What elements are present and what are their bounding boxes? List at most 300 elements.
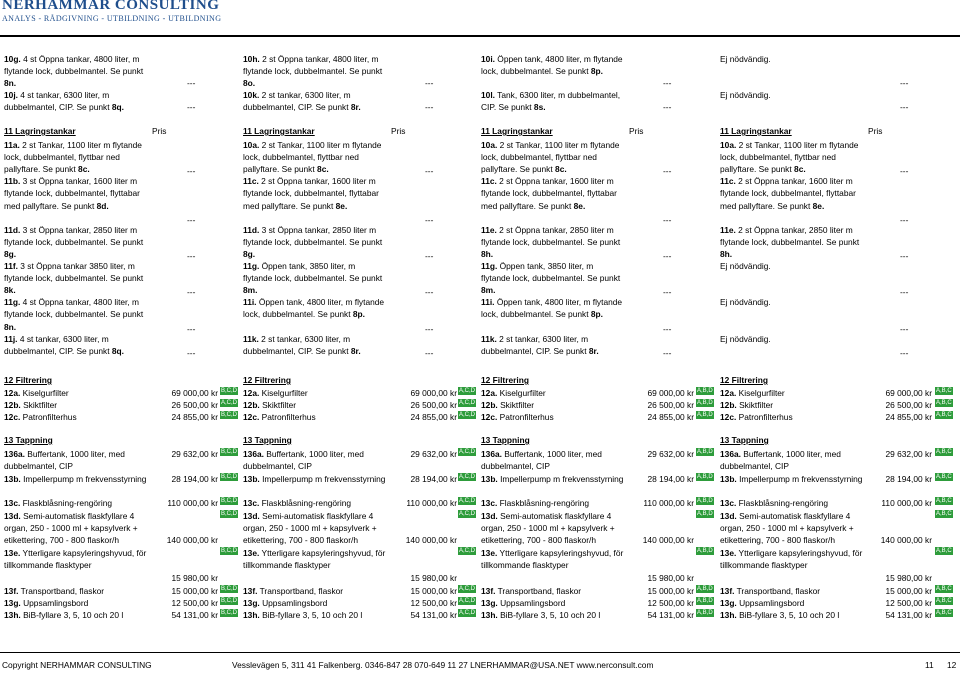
- tapping-line: 13g. Uppsamlingsbord: [4, 598, 89, 608]
- storage-line: dubbelmantel, CIP. Se punkt 8q.: [4, 345, 124, 356]
- item-code: 11d.: [243, 224, 260, 235]
- storage-line: 11a. 2 st Tankar, 1100 liter m flytande: [4, 140, 142, 150]
- tapping-line: 13d. Semi-automatisk flaskfyllare 4: [243, 511, 374, 521]
- item-code: 11e.: [720, 224, 736, 235]
- option-badge: A,C,D: [459, 598, 476, 604]
- item-code: 12a.: [481, 388, 498, 398]
- item-code: 11k.: [243, 333, 259, 344]
- option-badge: A,B,D: [697, 400, 713, 407]
- storage-line: [4, 248, 16, 260]
- price-value: 29 632,00 kr: [410, 449, 457, 459]
- tapping-line: organ, 250 - 1000 ml + kapsylverk +: [243, 523, 377, 533]
- dash-placeholder: ---: [187, 347, 196, 358]
- item-code: 11j.: [4, 333, 18, 344]
- section-heading-storage: 11 Lagringstankar: [243, 126, 315, 136]
- option-badge: B,C,D: [221, 598, 238, 604]
- price-value: 24 855,00 kr: [171, 412, 218, 423]
- tapping-line: 13f. Transportband, flaskor: [720, 586, 821, 596]
- tapping-line: 13c. Flaskblåsning-rengöring: [243, 498, 352, 508]
- item-code: 10a.: [720, 140, 737, 150]
- dash-placeholder: ---: [900, 323, 909, 334]
- storage-line: 11k. 2 st tankar, 6300 liter, m: [481, 333, 589, 344]
- filter-line: 12a. Kiselgurfilter: [481, 388, 546, 398]
- tapping-line: etikettering, 700 - 800 flaskor/h: [243, 535, 358, 545]
- dash-placeholder: ---: [425, 102, 434, 113]
- storage-line: flytande lock, dubbelmantel, flyttabar: [481, 188, 617, 199]
- ref-code: 8p.: [590, 309, 603, 320]
- price-value: 54 131,00 kr: [171, 610, 218, 620]
- tapping-line: 13g. Uppsamlingsbord: [481, 598, 566, 608]
- storage-line: med pallyftare. Se punkt 8e.: [481, 200, 586, 211]
- tapping-line: 13b. Impellerpump m frekvensstyrning: [720, 474, 863, 484]
- price-value: 15 000,00 kr: [171, 586, 218, 596]
- price-value: 15 000,00 kr: [885, 586, 932, 596]
- tapping-line: dubbelmantel, CIP: [4, 461, 73, 471]
- ref-code: 8c.: [78, 164, 90, 175]
- item-code: 11e.: [481, 224, 497, 235]
- section-heading-filtration: 12 Filtrering: [243, 375, 291, 385]
- item-code: 11i.: [481, 297, 495, 308]
- storage-line: 11b. 3 st Öppna tankar, 1600 liter m: [4, 176, 138, 187]
- option-badge: B,C,D: [221, 388, 238, 394]
- dash-placeholder: ---: [187, 323, 196, 334]
- tank-line: dubbelmantel, CIP. Se punkt 8q.: [4, 102, 124, 113]
- item-code: 13c.: [243, 498, 260, 508]
- section-heading-filtration: 12 Filtrering: [481, 375, 529, 385]
- item-code: 10g.: [4, 54, 21, 64]
- item-code: 11g.: [481, 261, 498, 271]
- item-code: 12c.: [243, 412, 260, 423]
- item-code: 12b.: [720, 400, 737, 411]
- item-code: 11c.: [243, 176, 259, 187]
- item-code: 10j.: [4, 90, 18, 101]
- storage-line: 11i. Öppen tank, 4800 liter, m flytande: [243, 297, 385, 308]
- tapping-line: tillkommande flasktyper: [4, 560, 92, 570]
- section-heading-tapping: 13 Tappning: [243, 435, 292, 445]
- tapping-line: 13h. BiB-fyllare 3, 5, 10 och 20 l: [243, 610, 363, 620]
- dash-placeholder: ---: [900, 166, 909, 177]
- storage-line: dubbelmantel, CIP. Se punkt 8r.: [243, 345, 361, 356]
- option-badge: A,B,C: [936, 449, 952, 455]
- item-code: 11g.: [243, 261, 260, 271]
- item-code: 13c.: [720, 498, 737, 508]
- footer-page-left: 11: [925, 660, 934, 670]
- tank-line: flytande lock, dubbelmantel. Se punkt: [4, 66, 144, 77]
- storage-line: Ej nödvändig.: [720, 333, 771, 344]
- ref-code: 8c.: [555, 164, 567, 175]
- tapping-line: dubbelmantel, CIP: [243, 461, 312, 471]
- item-code: 8g.: [243, 248, 256, 259]
- tapping-line: 13f. Transportband, flaskor: [243, 586, 344, 596]
- item-code: 12a.: [4, 388, 21, 398]
- tapping-line: 136a. Buffertank, 1000 liter, med: [4, 449, 125, 459]
- option-badge: A,B,D: [697, 548, 713, 554]
- option-badge: A,B,C: [936, 610, 952, 616]
- option-badge: A,B,C: [936, 598, 952, 604]
- option-badge: B,C,D: [221, 449, 238, 455]
- price-value: 110 000,00 kr: [881, 498, 932, 508]
- dash-placeholder: ---: [187, 214, 196, 225]
- option-badge: A,C,D: [459, 586, 476, 592]
- storage-line: 11f. 3 st Öppna tankar 3850 liter, m: [4, 261, 135, 271]
- tapping-line: 13f. Transportband, flaskor: [481, 586, 582, 596]
- dash-placeholder: ---: [663, 166, 672, 177]
- option-badge: A,C,D: [459, 498, 476, 504]
- option-badge: A,B,D: [697, 586, 713, 592]
- price-value: 110 000,00 kr: [406, 498, 457, 508]
- storage-line: 11d. 3 st Öppna tankar, 2850 liter m: [243, 224, 377, 235]
- storage-line: [481, 284, 495, 296]
- storage-line: lock, dubbelmantel. Se punkt 8p.: [481, 309, 603, 320]
- price-value: 15 980,00 kr: [410, 573, 457, 583]
- filter-line: 12b. Skiktfilter: [4, 400, 58, 411]
- option-badge: A,B,C: [936, 474, 952, 480]
- section-heading-storage: 11 Lagringstankar: [4, 126, 76, 136]
- tapping-line: tillkommande flasktyper: [481, 560, 569, 570]
- filter-line: 12c. Patronfilterhus: [4, 412, 77, 423]
- storage-line: dubbelmantel, CIP. Se punkt 8r.: [481, 345, 599, 356]
- dash-placeholder: ---: [425, 287, 434, 298]
- price-value: 28 194,00 kr: [410, 474, 457, 484]
- ref-code: 8r.: [350, 102, 361, 113]
- tank-line: [4, 77, 16, 89]
- item-code: 11c.: [481, 176, 497, 187]
- tapping-line: 13d. Semi-automatisk flaskfyllare 4: [720, 511, 851, 521]
- ref-code: 8e.: [812, 200, 825, 211]
- section-heading-filtration: 12 Filtrering: [720, 375, 768, 385]
- item-code: 136a.: [720, 449, 741, 459]
- item-code: 13g.: [4, 598, 21, 608]
- tapping-line: 13e. Ytterligare kapsyleringshyvud, för: [243, 548, 386, 558]
- item-code: 13g.: [481, 598, 498, 608]
- dash-placeholder: ---: [425, 78, 434, 89]
- option-badge: A,B,D: [697, 449, 713, 455]
- filter-line: 12c. Patronfilterhus: [720, 412, 793, 423]
- option-badge: A,C,D: [459, 474, 476, 480]
- storage-line: [720, 248, 732, 260]
- item-code: 136a.: [481, 449, 502, 459]
- footer-copyright: Copyright NERHAMMAR CONSULTING: [2, 660, 152, 670]
- option-badge: A,C,D: [459, 610, 476, 616]
- price-value: 69 000,00 kr: [647, 388, 694, 398]
- filter-line: 12a. Kiselgurfilter: [720, 388, 785, 398]
- storage-line: [243, 284, 257, 296]
- price-value: 54 131,00 kr: [885, 610, 932, 620]
- storage-line: 11e. 2 st Öppna tankar, 2850 liter m: [481, 224, 614, 235]
- company-logo: NERHAMMAR CONSULTING: [2, 0, 220, 13]
- option-badge: A,B,D: [697, 598, 713, 604]
- dash-placeholder: ---: [663, 250, 672, 261]
- dash-placeholder: ---: [187, 166, 196, 177]
- option-badge: A,B,D: [697, 474, 713, 480]
- price-value: 29 632,00 kr: [885, 449, 932, 459]
- price-value: 15 000,00 kr: [647, 586, 694, 596]
- dash-placeholder: ---: [663, 287, 672, 298]
- item-code: 10h.: [243, 54, 260, 64]
- dash-placeholder: ---: [900, 250, 909, 261]
- dash-placeholder: ---: [425, 166, 434, 177]
- storage-line: lock, dubbelmantel. Se punkt 8p.: [243, 309, 365, 320]
- tapping-line: etikettering, 700 - 800 flaskor/h: [720, 535, 835, 545]
- option-badge: B,C,D: [221, 610, 238, 616]
- item-code: 8n.: [4, 78, 17, 89]
- item-code: 13b.: [720, 474, 737, 484]
- dash-placeholder: ---: [663, 78, 672, 89]
- item-code: 10k.: [243, 90, 260, 101]
- storage-line: lock, dubbelmantel, flyttbar ned: [481, 152, 597, 163]
- item-code: 8m.: [243, 285, 258, 296]
- tank-line: 10j. 4 st tankar, 6300 liter, m: [4, 90, 110, 101]
- storage-line: 10a. 2 st Tankar, 1100 liter m flytande: [720, 140, 859, 150]
- option-badge: A,B,C: [936, 412, 952, 419]
- header-rule: [0, 35, 960, 37]
- ref-code: 8r.: [350, 345, 361, 356]
- tapping-line: organ, 250 - 1000 ml + kapsylverk +: [481, 523, 615, 533]
- item-code: 11g.: [4, 297, 21, 308]
- price-value: 12 500,00 kr: [410, 598, 457, 608]
- section-heading-filtration: 12 Filtrering: [4, 375, 52, 385]
- item-code: 13h.: [481, 610, 498, 620]
- item-code: 11a.: [4, 140, 20, 150]
- price-value: 15 980,00 kr: [885, 573, 932, 583]
- tapping-line: etikettering, 700 - 800 flaskor/h: [481, 535, 596, 545]
- item-code: 13b.: [481, 474, 498, 484]
- tapping-line: 13d. Semi-automatisk flaskfyllare 4: [4, 511, 135, 521]
- price-value: 26 500,00 kr: [171, 400, 218, 411]
- tank-line: [243, 77, 255, 89]
- option-badge: A,C,D: [459, 400, 476, 407]
- tapping-line: organ, 250 - 1000 ml + kapsylverk +: [720, 523, 854, 533]
- tapping-line: dubbelmantel, CIP: [481, 461, 550, 471]
- storage-line: pallyftare. Se punkt 8c.: [481, 164, 567, 175]
- item-code: 13f.: [4, 586, 19, 596]
- storage-line: Ej nödvändig.: [720, 297, 771, 308]
- item-code: 13g.: [720, 598, 737, 608]
- storage-line: flytande lock, dubbelmantel. Se punkt: [4, 273, 144, 284]
- ref-code: 8s.: [533, 102, 546, 113]
- option-badge: A,C,D: [459, 388, 476, 394]
- option-badge: A,B,C: [936, 400, 952, 407]
- item-code: 13f.: [243, 586, 258, 596]
- dash-placeholder: ---: [663, 214, 672, 225]
- dash-placeholder: ---: [187, 78, 196, 89]
- tapping-line: 13h. BiB-fyllare 3, 5, 10 och 20 l: [720, 610, 840, 620]
- ref-code: 8p.: [352, 309, 365, 320]
- tapping-line: 13g. Uppsamlingsbord: [243, 598, 328, 608]
- item-code: 10a.: [481, 140, 498, 150]
- price-value: 69 000,00 kr: [885, 388, 932, 398]
- item-code: 13d.: [243, 511, 260, 521]
- price-header: Pris: [391, 126, 406, 136]
- option-badge: A,B,D: [697, 498, 713, 504]
- tank-line: Ej nödvändig.: [720, 54, 771, 64]
- section-heading-storage: 11 Lagringstankar: [720, 126, 792, 136]
- price-value: 29 632,00 kr: [171, 449, 218, 459]
- storage-line: [4, 284, 16, 296]
- storage-line: 11e. 2 st Öppna tankar, 2850 liter m: [720, 224, 853, 235]
- tapping-line: 13b. Impellerpump m frekvensstyrning: [481, 474, 624, 484]
- item-code: 10a.: [243, 140, 260, 150]
- tapping-line: 13g. Uppsamlingsbord: [720, 598, 805, 608]
- storage-line: 11c. 2 st Öppna tankar, 1600 liter m: [481, 176, 614, 187]
- item-code: 11d.: [4, 224, 21, 235]
- item-code: 13b.: [4, 474, 21, 484]
- tapping-line: tillkommande flasktyper: [243, 560, 331, 570]
- storage-line: flytande lock, dubbelmantel. Se punkt: [720, 236, 860, 247]
- item-code: 13f.: [720, 586, 735, 596]
- item-code: 13h.: [4, 610, 21, 620]
- price-value: 15 000,00 kr: [410, 586, 457, 596]
- tapping-line: 13c. Flaskblåsning-rengöring: [4, 498, 113, 508]
- storage-line: 11d. 3 st Öppna tankar, 2850 liter m: [4, 224, 138, 235]
- section-heading-tapping: 13 Tappning: [720, 435, 769, 445]
- item-code: 8g.: [4, 248, 17, 259]
- dash-placeholder: ---: [900, 214, 909, 225]
- price-header: Pris: [629, 126, 644, 136]
- dash-placeholder: ---: [425, 347, 434, 358]
- option-badge: A,C,D: [221, 400, 238, 407]
- tapping-line: etikettering, 700 - 800 flaskor/h: [4, 535, 119, 545]
- item-code: 12b.: [243, 400, 260, 411]
- storage-line: 11c. 2 st Öppna tankar, 1600 liter m: [243, 176, 376, 187]
- item-code: 11f.: [4, 261, 18, 271]
- storage-line: [4, 321, 16, 333]
- item-code: 8o.: [243, 78, 256, 89]
- storage-line: flytande lock, dubbelmantel, flyttabar: [243, 188, 379, 199]
- tank-line: lock, dubbelmantel. Se punkt 8p.: [481, 66, 603, 77]
- tapping-line: 136a. Buffertank, 1000 liter, med: [720, 449, 841, 459]
- item-code: 13e.: [4, 548, 21, 558]
- storage-line: pallyftare. Se punkt 8c.: [4, 164, 90, 175]
- item-code: 12c.: [481, 412, 498, 423]
- price-value: 12 500,00 kr: [885, 598, 932, 608]
- footer-page-right: 12: [947, 660, 957, 670]
- ref-code: 8e.: [573, 200, 586, 211]
- item-code: 8h.: [720, 248, 733, 259]
- option-badge: A,B,C: [936, 498, 952, 504]
- item-code: 13e.: [720, 548, 737, 558]
- dash-placeholder: ---: [425, 214, 434, 225]
- price-value: 15 980,00 kr: [647, 573, 694, 583]
- tank-line: 10l. Tank, 6300 liter, m dubbelmantel,: [481, 90, 621, 101]
- price-value: 12 500,00 kr: [647, 598, 694, 608]
- storage-line: med pallyftare. Se punkt 8e.: [720, 200, 825, 211]
- option-badge: B,C,D: [221, 511, 238, 517]
- item-code: 13d.: [4, 511, 21, 521]
- tank-line: 10g. 4 st Öppna tankar, 4800 liter, m: [4, 54, 140, 64]
- price-value: 140 000,00 kr: [166, 535, 218, 545]
- item-code: 13b.: [243, 474, 260, 484]
- dash-placeholder: ---: [187, 287, 196, 298]
- item-code: 13d.: [481, 511, 498, 521]
- item-code: 12a.: [720, 388, 737, 398]
- filter-line: 12b. Skiktfilter: [720, 400, 774, 411]
- dash-placeholder: ---: [900, 287, 909, 298]
- tapping-line: 13h. BiB-fyllare 3, 5, 10 och 20 l: [4, 610, 124, 620]
- item-code: 12c.: [4, 412, 21, 423]
- item-code: 8n.: [4, 321, 17, 332]
- item-code: 13c.: [481, 498, 498, 508]
- ref-code: 8q.: [111, 102, 124, 113]
- item-code: 13d.: [720, 511, 737, 521]
- item-code: 13f.: [481, 586, 496, 596]
- dash-placeholder: ---: [425, 323, 434, 334]
- storage-line: flytande lock, dubbelmantel, flyttabar: [4, 188, 140, 199]
- storage-line: 10a. 2 st Tankar, 1100 liter m flytande: [243, 140, 382, 150]
- tank-line: dubbelmantel, CIP. Se punkt 8r.: [243, 102, 361, 113]
- dash-placeholder: ---: [187, 102, 196, 113]
- item-code: 8h.: [481, 248, 494, 259]
- option-badge: A,C,D: [459, 548, 476, 554]
- dash-placeholder: ---: [425, 250, 434, 261]
- section-heading-tapping: 13 Tappning: [4, 435, 53, 445]
- price-value: 140 000,00 kr: [405, 535, 457, 545]
- storage-line: pallyftare. Se punkt 8c.: [243, 164, 329, 175]
- ref-code: 8p.: [590, 66, 603, 77]
- tapping-line: 13b. Impellerpump m frekvensstyrning: [243, 474, 386, 484]
- dash-placeholder: ---: [900, 78, 909, 89]
- tank-line: flytande lock, dubbelmantel. Se punkt: [243, 66, 383, 77]
- tank-line: 10i. Öppen tank, 4800 liter, m flytande: [481, 54, 623, 64]
- price-value: 26 500,00 kr: [885, 400, 932, 411]
- storage-line: 10a. 2 st Tankar, 1100 liter m flytande: [481, 140, 620, 150]
- tapping-line: 136a. Buffertank, 1000 liter, med: [481, 449, 602, 459]
- storage-line: lock, dubbelmantel, flyttbar ned: [243, 152, 359, 163]
- filter-line: 12a. Kiselgurfilter: [4, 388, 69, 398]
- storage-line: [243, 248, 255, 260]
- storage-line: 11g. Öppen tank, 3850 liter, m: [481, 261, 594, 271]
- item-code: 13e.: [243, 548, 260, 558]
- storage-line: flytande lock, dubbelmantel. Se punkt: [481, 273, 621, 284]
- item-code: 12b.: [481, 400, 498, 411]
- option-badge: B,C,D: [221, 498, 238, 504]
- tank-line: Ej nödvändig.: [720, 90, 771, 101]
- dash-placeholder: ---: [663, 347, 672, 358]
- tapping-line: 136a. Buffertank, 1000 liter, med: [243, 449, 364, 459]
- item-code: 11b.: [4, 176, 21, 187]
- dash-placeholder: ---: [900, 102, 909, 113]
- tapping-line: tillkommande flasktyper: [720, 560, 808, 570]
- tank-line: CIP. Se punkt 8s.: [481, 102, 546, 113]
- price-value: 26 500,00 kr: [410, 400, 457, 411]
- tank-line: 10k. 2 st tankar, 6300 liter, m: [243, 90, 351, 101]
- option-badge: A,B,D: [697, 511, 713, 517]
- price-value: 110 000,00 kr: [167, 498, 218, 508]
- price-header: Pris: [152, 126, 167, 136]
- ref-code: 8c.: [317, 164, 329, 175]
- storage-line: 11g. 4 st Öppna tankar, 4800 liter, m: [4, 297, 140, 308]
- tapping-line: 13h. BiB-fyllare 3, 5, 10 och 20 l: [481, 610, 601, 620]
- option-badge: A,B,D: [697, 610, 713, 616]
- option-badge: A,B,D: [697, 388, 713, 394]
- item-code: 12a.: [243, 388, 260, 398]
- tapping-line: dubbelmantel, CIP: [720, 461, 789, 471]
- price-value: 140 000,00 kr: [880, 535, 932, 545]
- item-code: 13e.: [481, 548, 498, 558]
- item-code: 11i.: [243, 297, 257, 308]
- option-badge: A,B,C: [936, 511, 952, 517]
- filter-line: 12b. Skiktfilter: [243, 400, 297, 411]
- price-value: 29 632,00 kr: [647, 449, 694, 459]
- option-badge: B,C,D: [221, 474, 238, 480]
- filter-line: 12b. Skiktfilter: [481, 400, 535, 411]
- section-heading-storage: 11 Lagringstankar: [481, 126, 553, 136]
- item-code: 13g.: [243, 598, 260, 608]
- storage-line: lock, dubbelmantel, flyttbar ned: [4, 152, 120, 163]
- item-code: 10l.: [481, 90, 495, 101]
- dash-placeholder: ---: [187, 250, 196, 261]
- storage-line: flytande lock, dubbelmantel, flyttabar: [720, 188, 856, 199]
